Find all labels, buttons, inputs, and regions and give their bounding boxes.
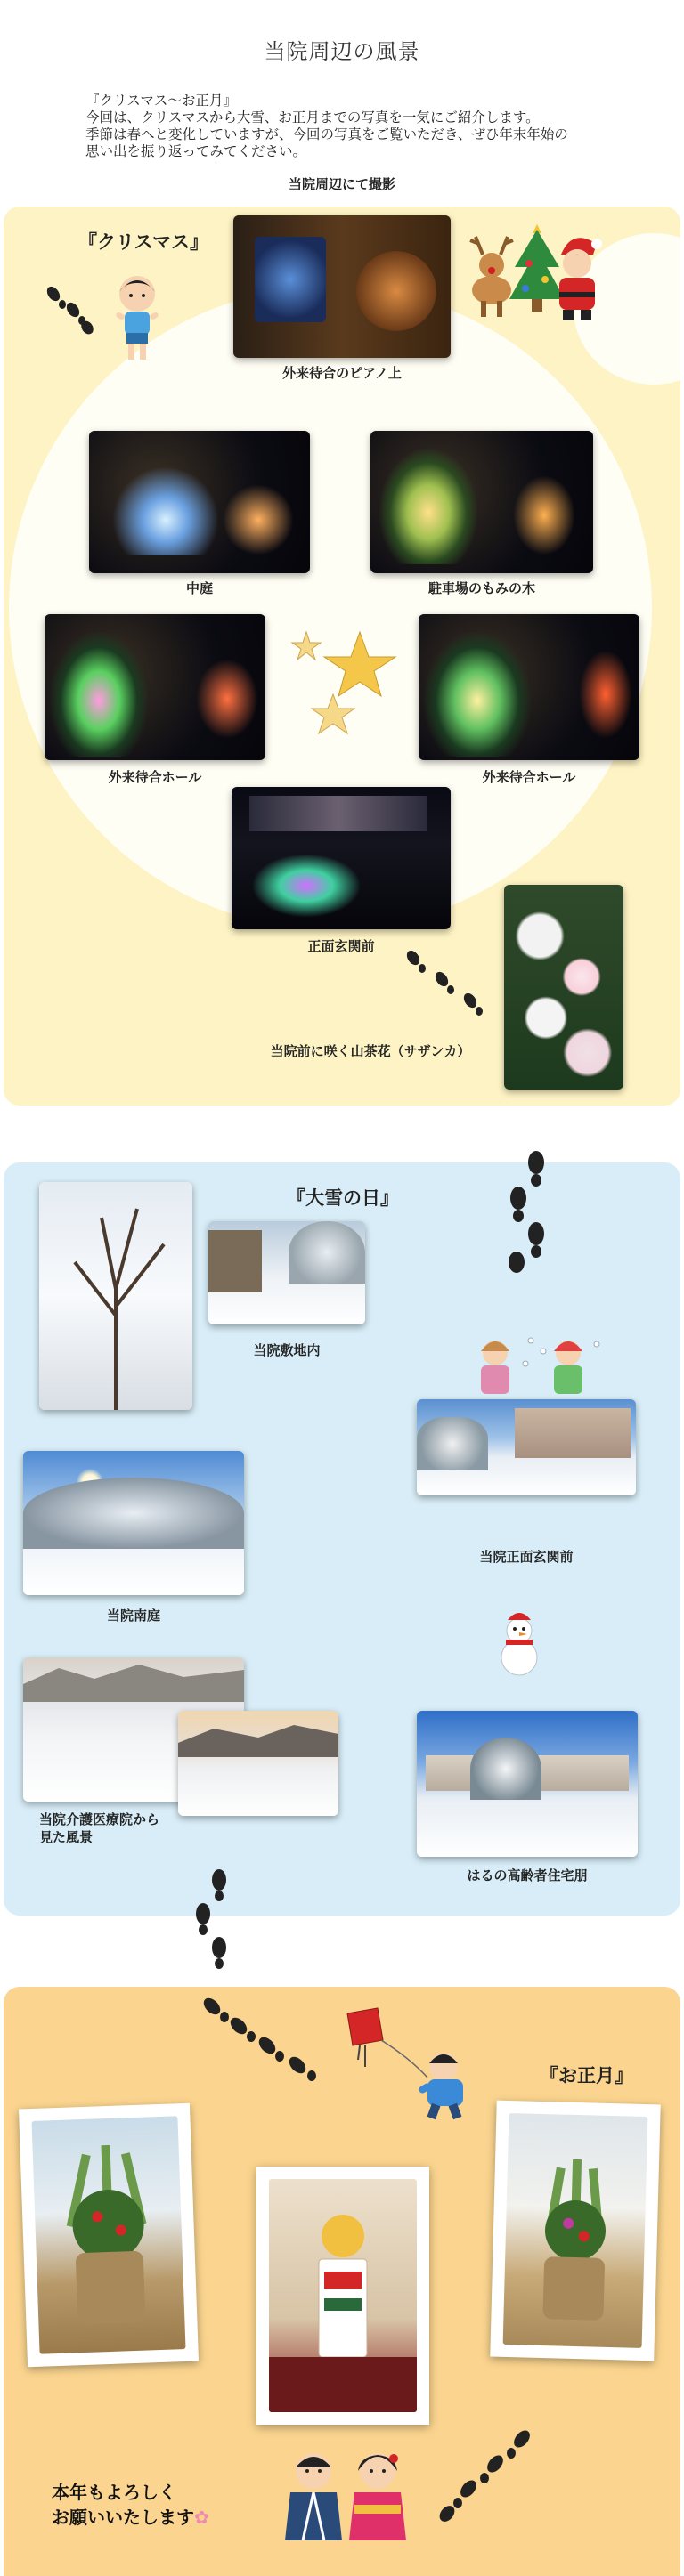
caption: 駐車場のもみの木: [428, 580, 535, 596]
caption: 外来待合ホール: [108, 769, 202, 785]
kadomatsu-shape: [503, 2113, 648, 2348]
intro-line: 『クリスマス～お正月』: [86, 93, 237, 109]
caption: 当院前に咲く山茶花（サザンカ）: [270, 1043, 471, 1059]
snow-tree-shape: [470, 1738, 542, 1800]
photo-snow-tree: [39, 1182, 192, 1410]
footprints-icon: [43, 285, 102, 338]
tree-branches-shape: [39, 1182, 192, 1410]
illumination-shape: [424, 632, 531, 757]
photo-location-note: 当院周辺にて撮影: [288, 176, 395, 192]
caption: 正面玄関前: [307, 938, 375, 954]
caption: [39, 1810, 159, 1846]
caption: 外来待合のピアノ上: [282, 365, 402, 381]
closing-line-with-flower: [52, 2505, 209, 2530]
illumination-shape: [196, 659, 258, 739]
illumination-shape: [112, 466, 219, 555]
photo-new-year-decoration: [269, 2179, 417, 2412]
photo-outpatient-hall-1: [45, 614, 265, 760]
caption: 中庭: [185, 580, 213, 596]
footprints-icon: [200, 1996, 333, 2094]
photo-kadomatsu-left: [31, 2116, 185, 2354]
footprints-icon: [183, 1867, 246, 1983]
closing-line: お願いいたします: [52, 2507, 194, 2528]
snow-title: 『大雪の日』: [287, 1187, 399, 1209]
children-snow-icon: [463, 1332, 606, 1403]
caption-line: 見た風景: [39, 1829, 94, 1845]
footprints-icon: [436, 2428, 534, 2526]
footprints-icon: [488, 1148, 565, 1282]
illumination-shape: [579, 650, 632, 739]
photo-frame-decoration-center: [256, 2167, 429, 2425]
santa-icon: [545, 228, 609, 324]
photo-view-sunset: [178, 1711, 338, 1816]
photo-sasanqua: [504, 885, 623, 1090]
building-shape: [249, 796, 428, 831]
caption: 外来待合ホール: [482, 769, 576, 785]
kadomatsu-shape: [31, 2116, 185, 2354]
sakura-icon: ✿: [194, 2507, 209, 2528]
illumination-shape: [513, 475, 575, 555]
caption-line: 当院介護医療院から: [39, 1811, 160, 1827]
photo-frame-kadomatsu-right: [490, 2101, 660, 2361]
photo-courtyard: [89, 431, 310, 573]
kite-boy-icon: [338, 2005, 481, 2120]
photo-piano-decoration: [233, 215, 451, 358]
photo-outpatient-hall-2: [419, 614, 639, 760]
christmas-title: 『クリスマス』: [78, 231, 209, 253]
mountain-shape: [178, 1711, 338, 1816]
caption: 当院敷地内: [253, 1342, 321, 1358]
illumination-shape: [253, 855, 360, 917]
snow-globe-shape: [255, 237, 326, 322]
intro-line: 季節は春へと変化していますが、今回の写真をご覧いただき、ぜひ年末年始の: [86, 126, 568, 142]
caption: はるの高齢者住宅朋: [467, 1867, 588, 1883]
photo-kadomatsu-right: [503, 2113, 648, 2348]
snowman-icon: [490, 1609, 549, 1681]
closing-line: 本年もよろしく: [52, 2482, 176, 2503]
illumination-shape: [223, 484, 294, 555]
caption: 当院正面玄関前: [479, 1549, 574, 1565]
illumination-shape: [379, 449, 477, 564]
couple-kimono-icon: [271, 2448, 422, 2540]
photo-frame-kadomatsu-left: [19, 2103, 199, 2368]
closing-message: [52, 2480, 209, 2530]
building-shape: [515, 1408, 631, 1458]
photo-parking-fir-tree: [370, 431, 593, 573]
intro-line: 思い出を振り返ってみてください。: [86, 143, 307, 159]
photo-south-garden: [23, 1451, 244, 1595]
caption: 当院南庭: [106, 1608, 160, 1624]
snow-tree-shape: [417, 1417, 488, 1470]
photo-front-entrance: [232, 787, 451, 929]
newyear-title: 『お正月』: [540, 2065, 633, 2086]
page-title: 当院周辺の風景: [264, 39, 420, 64]
footprints-icon: [403, 947, 488, 1025]
snow-tree-shape: [23, 1478, 244, 1549]
ornament-shape: [356, 251, 436, 331]
star-icon: [287, 625, 403, 741]
photo-haruno-senior-housing: [417, 1711, 638, 1857]
shinto-decoration-shape: [269, 2179, 417, 2412]
intro-text: [86, 93, 620, 160]
photo-hospital-grounds: [208, 1221, 365, 1324]
snow-tree-shape: [289, 1221, 365, 1284]
intro-line: 今回は、クリスマスから大雪、お正月までの写真を一気にご紹介します。: [86, 109, 540, 126]
photo-snow-front-entrance: [417, 1399, 636, 1495]
illumination-shape: [50, 632, 148, 757]
building-shape: [208, 1230, 262, 1292]
boy-icon: [109, 272, 166, 365]
